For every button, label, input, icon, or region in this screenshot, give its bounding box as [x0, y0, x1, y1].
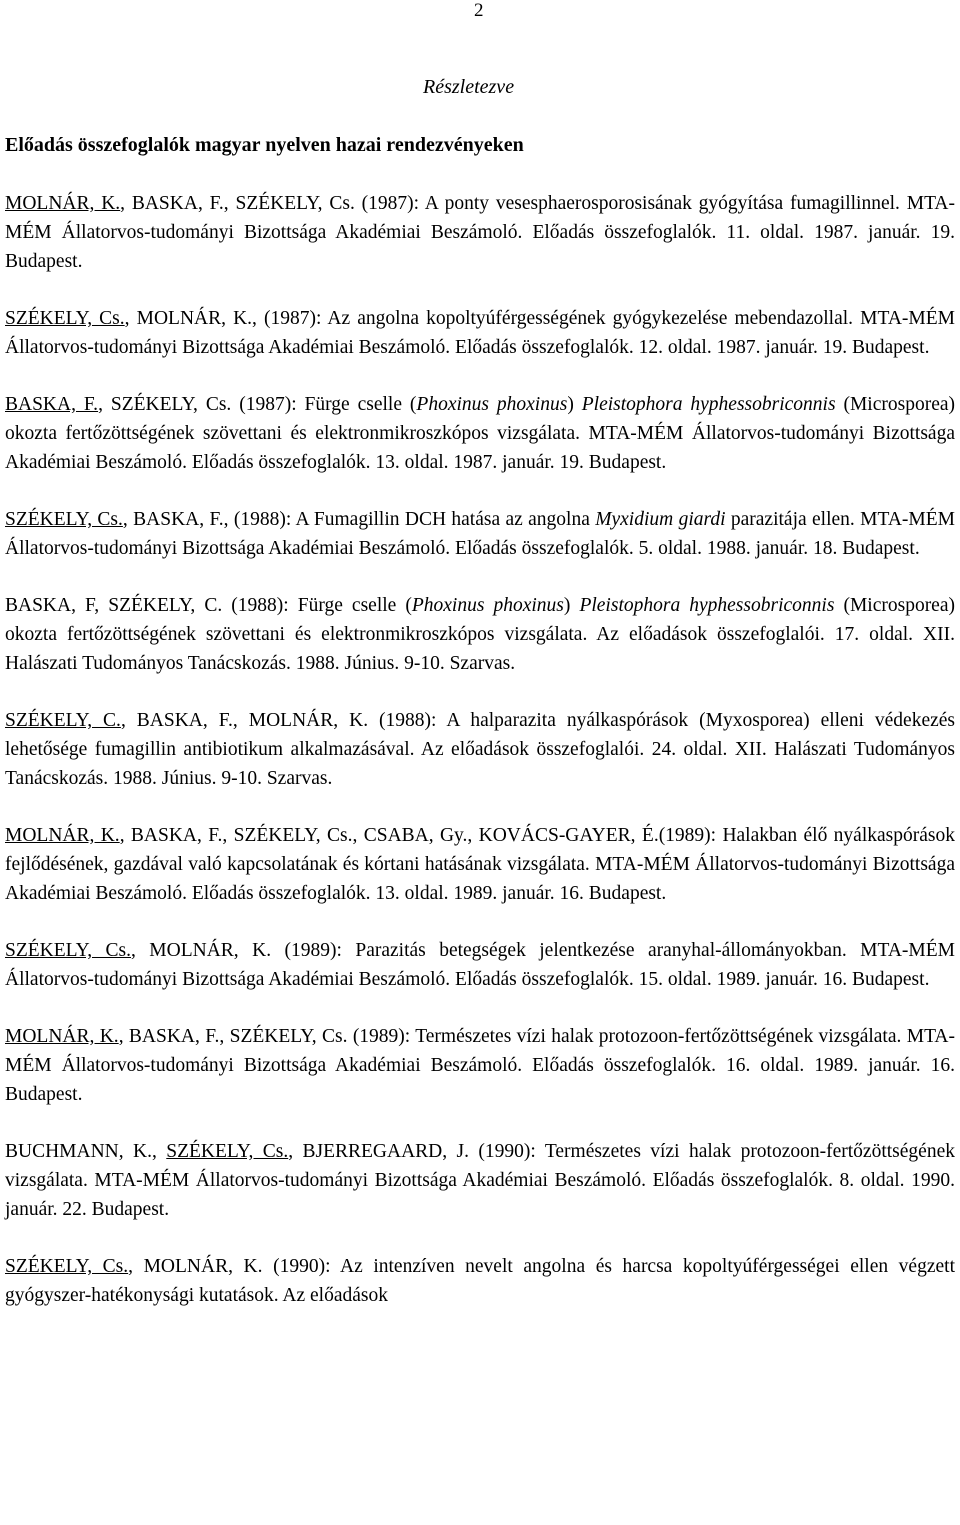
- section-heading: Előadás összefoglalók magyar nyelven hazai rendezvényeken: [5, 134, 524, 156]
- reference-text: , SZÉKELY, Cs. (1987): Fürge cselle (: [98, 394, 417, 415]
- species-name: Pleistophora hyphessobriconnis: [579, 595, 835, 616]
- highlighted-author: SZÉKELY, Cs.: [5, 1256, 129, 1277]
- reference-entry: [5, 1022, 955, 1109]
- species-name: Pleistophora hyphessobriconnis: [581, 394, 836, 415]
- species-name: Phoxinus phoxinus: [411, 595, 564, 616]
- reference-text: ): [563, 595, 580, 616]
- highlighted-author: MOLNÁR, K.: [5, 193, 121, 214]
- reference-text: (Microsporea) okozta fertőzöttségének szövettani és elektronmikroszkópos vizsgálata. MTA-MÉM Állatorvos-tudományi Bizottsága Akadémiai Beszámoló. Előadás összefoglalók. 13. oldal. 1987. január. 19. Budapest.: [5, 394, 956, 473]
- highlighted-author: SZÉKELY, Cs.: [5, 308, 125, 329]
- section-subtitle: Részletezve: [423, 76, 515, 98]
- reference-text: , BASKA, F., SZÉKELY, Cs., CSABA, Gy., KOVÁCS-GAYER, É.(1989): Halakban élő nyálkaspórások fejlődésének, gazdával való kapcsolatának és kórtani hatásának vizsgálata. MTA-MÉM Állatorvos-tudományi Bizottsága Akadémiai Beszámoló. Előadás összefoglalók. 13. oldal. 1989. január. 16. Budapest.: [5, 825, 955, 904]
- reference-entry: [5, 304, 955, 362]
- reference-entry: [5, 390, 955, 477]
- reference-entry: [5, 1252, 955, 1310]
- highlighted-author: SZÉKELY, Cs.: [166, 1141, 289, 1162]
- highlighted-author: MOLNÁR, K.: [5, 825, 120, 846]
- reference-text: , MOLNÁR, K., (1987): Az angolna kopoltyúférgességének gyógykezelése mebendazollal. MTA-MÉM Állatorvos-tudományi Bizottsága Akadémiai Beszámoló. Előadás összefoglalók. 12. oldal. 1987. január. 19. Budapest.: [5, 308, 955, 358]
- reference-text: , BASKA, F., MOLNÁR, K. (1988): A halparazita nyálkaspórások (Myxosporea) elleni védekezés lehetősége fumagillin antibiotikum alkalmazásával. Az előadások összefoglalói. 24. oldal. XII. Halászati Tudományos Tanácskozás. 1988. Június. 9-10. Szarvas.: [5, 710, 955, 789]
- page-number: 2: [474, 0, 484, 21]
- reference-entry: [5, 936, 955, 994]
- reference-entry: [5, 821, 955, 908]
- highlighted-author: MOLNÁR, K.: [5, 1026, 119, 1047]
- highlighted-author: SZÉKELY, C.: [5, 710, 121, 731]
- highlighted-author: SZÉKELY, Cs.: [5, 509, 123, 530]
- reference-text: , BASKA, F., (1988): A Fumagillin DCH hatása az angolna: [122, 509, 596, 530]
- reference-list: [5, 189, 955, 1338]
- species-name: Myxidium giardi: [595, 509, 726, 530]
- reference-text: , BASKA, F., SZÉKELY, Cs. (1989): Természetes vízi halak protozoon-fertőzöttségének vizsgálata. MTA-MÉM Állatorvos-tudományi Bizottsága Akadémiai Beszámoló. Előadás összefoglalók. 16. oldal. 1989. január. 16. Budapest.: [5, 1026, 955, 1105]
- reference-text: BASKA, F, SZÉKELY, C. (1988): Fürge cselle (: [5, 595, 412, 616]
- reference-text: , BJERREGAARD, J. (1990): Természetes vízi halak protozoon-fertőzöttségének vizsgálata. MTA-MÉM Állatorvos-tudományi Bizottsága Akadémiai Beszámoló. Előadás összefoglalók. 8. oldal. 1990. január. 22. Budapest.: [5, 1141, 955, 1220]
- reference-text: (Microsporea) okozta fertőzöttségének szövettani és elektronmikroszkópos vizsgálata. Az előadások összefoglalói. 17. oldal. XII. Halászati Tudományos Tanácskozás. 1988. Június. 9-10. Szarvas.: [5, 595, 955, 674]
- reference-text: , MOLNÁR, K. (1990): Az intenzíven nevelt angolna és harcsa kopoltyúférgességei ellen végzett gyógyszer-hatékonysági kutatások. Az előadások: [5, 1256, 955, 1306]
- highlighted-author: SZÉKELY, Cs.: [5, 940, 131, 961]
- reference-text: BUCHMANN, K.,: [5, 1141, 167, 1162]
- reference-entry: [5, 591, 955, 678]
- reference-text: ): [567, 394, 582, 415]
- reference-text: parazitája ellen. MTA-MÉM Állatorvos-tudományi Bizottsága Akadémiai Beszámoló. Előadás összefoglalók. 5. oldal. 1988. január. 18. Budapest.: [5, 509, 955, 559]
- reference-entry: [5, 505, 955, 563]
- reference-entry: [5, 189, 955, 276]
- highlighted-author: BASKA, F.: [5, 394, 99, 415]
- species-name: Phoxinus phoxinus: [416, 394, 568, 415]
- reference-entry: [5, 706, 955, 793]
- reference-entry: [5, 1137, 955, 1224]
- reference-text: , MOLNÁR, K. (1989): Parazitás betegségek jelentkezése aranyhal-állományokban. MTA-MÉM Állatorvos-tudományi Bizottsága Akadémiai Beszámoló. Előadás összefoglalók. 15. oldal. 1989. január. 16. Budapest.: [5, 940, 955, 990]
- reference-text: , BASKA, F., SZÉKELY, Cs. (1987): A ponty vesesphaerosporosisának gyógyítása fumagillinnel. MTA-MÉM Állatorvos-tudományi Bizottsága Akadémiai Beszámoló. Előadás összefoglalók. 11. oldal. 1987. január. 19. Budapest.: [5, 193, 955, 272]
